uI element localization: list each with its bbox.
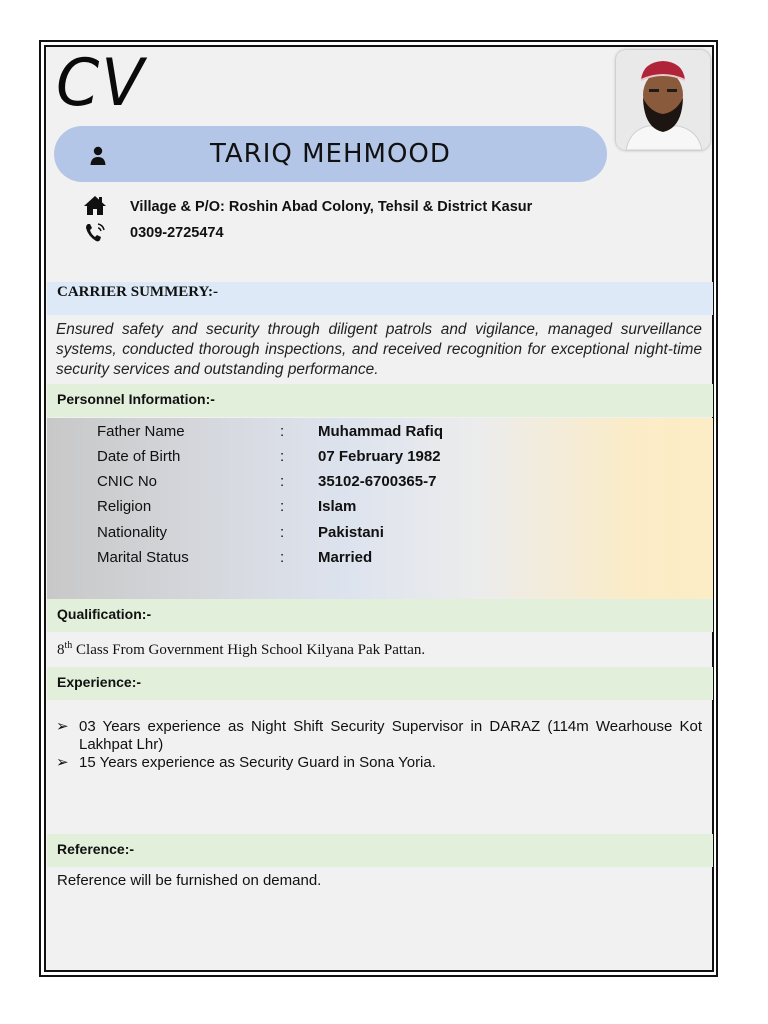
info-colon: : <box>280 423 285 440</box>
qualification-text <box>57 640 425 659</box>
bullet-arrow-icon: ➢ <box>56 754 69 771</box>
qualification-number: 8 <box>57 642 65 658</box>
info-colon: : <box>280 448 285 465</box>
phone-icon <box>84 221 108 243</box>
experience-item-text: 15 Years experience as Security Guard in Sona Yoria. <box>79 754 436 771</box>
person-icon <box>89 146 107 166</box>
info-value: Muhammad Rafiq <box>318 423 444 440</box>
info-label: CNIC No <box>97 473 158 490</box>
cv-heading: CV <box>56 44 146 121</box>
info-label: Marital Status <box>97 549 189 566</box>
candidate-name: TARIQ MEHMOOD <box>210 139 451 169</box>
reference-section-bar <box>47 834 713 867</box>
info-value: Married <box>318 549 373 566</box>
summary-text: Ensured safety and security through diligent patrols and vigilance, managed surveillance systems, conducted thorough inspections, and received recognition for exceptional night-time security services and outstanding performance. <box>56 321 702 378</box>
info-colon: : <box>280 524 285 541</box>
info-label: Father Name <box>97 423 185 440</box>
experience-heading: Experience:- <box>57 674 142 690</box>
phone-text: 0309-2725474 <box>130 225 224 241</box>
info-label: Nationality <box>97 524 168 541</box>
qualification-heading: Qualification:- <box>57 606 152 622</box>
info-label: Religion <box>97 498 152 515</box>
personal-heading: Personnel Information:- <box>57 391 215 407</box>
experience-item <box>56 754 702 772</box>
experience-list <box>56 718 702 772</box>
info-colon: : <box>280 549 285 566</box>
info-value: Islam <box>318 498 357 515</box>
qualification-description: Class From Government High School Kilyana Pak Pattan. <box>72 642 426 658</box>
info-value: Pakistani <box>318 524 384 541</box>
home-icon <box>83 194 107 216</box>
profile-photo <box>616 50 710 150</box>
info-colon: : <box>280 498 285 515</box>
reference-text: Reference will be furnished on demand. <box>57 872 322 889</box>
experience-item <box>56 718 702 754</box>
reference-heading: Reference:- <box>57 841 135 857</box>
qualification-suffix: th <box>64 640 73 651</box>
info-value: 35102-6700365-7 <box>318 473 437 490</box>
experience-item-text: 03 Years experience as Night Shift Security Supervisor in DARAZ (114m Wearhouse Kot Lakhpat Lhr) <box>79 718 702 753</box>
info-value: 07 February 1982 <box>318 448 441 465</box>
info-label: Date of Birth <box>97 448 181 465</box>
experience-section-bar <box>47 667 713 700</box>
summary-heading: CARRIER SUMMERY:- <box>57 284 219 300</box>
info-colon: : <box>280 473 285 490</box>
address-text: Village & P/O: Roshin Abad Colony, Tehsil & District Kasur <box>130 199 533 215</box>
bullet-arrow-icon: ➢ <box>56 718 69 735</box>
